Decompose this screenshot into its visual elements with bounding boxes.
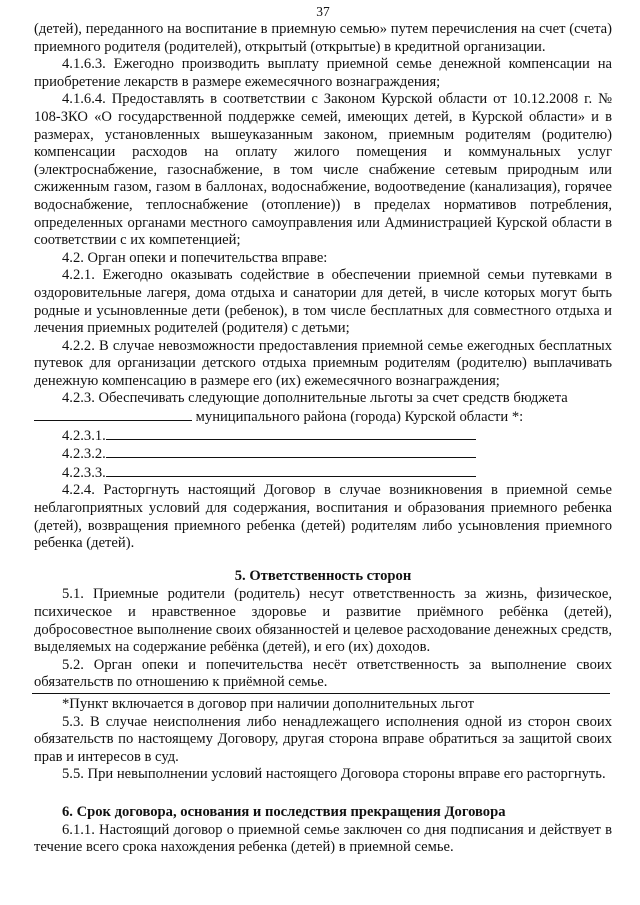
subitem-label: 4.2.3.3.: [62, 464, 106, 481]
subitem-label: 4.2.3.2.: [62, 446, 106, 463]
paragraph-5-2: 5.2. Орган опеки и попечительства несёт ответственность за выполнение своих обязательств по отношению к приёмной семье.: [34, 656, 612, 691]
blank-fill-line[interactable]: [106, 445, 476, 458]
subitem-label: 4.2.3.1.: [62, 427, 106, 444]
paragraph-4-2-2: 4.2.2. В случае невозможности предоставления приемной семье ежегодных бесплатных путевок для организации детского отдыха приемным родителям (родителю) выплачивать денежную компенсацию в размере его (их) ежемесячного вознаграждения;: [34, 337, 612, 389]
paragraph-4-2-1: 4.2.1. Ежегодно оказывать содействие в обеспечении приемной семьи путевками в оздоровительные лагеря, дома отдыха и санатории для детей, в числе которых могут быть родные и усыновленные дети (ребенок), в том числе бесплатных для совместного отдыха и лечения приемных родителей (родителя) с детьми;: [34, 267, 612, 337]
paragraph-4-1-6-4: 4.1.6.4. Предоставлять в соответствии с Законом Курской области от 10.12.2008 г. № 108-ЗКО «О государственной поддержке семей, имеющих детей, в Курской области» и в размерах, установленных вышеуказанным законом, приемным родителям (родителю) компенсации расходов на оплату жилого помещения и коммунальных услуг (электроснабжение, газоснабжение, в том числе снабжение сетевым природным или сжиженным газом, газом в баллонах, водоснабжение, водоотведение (канализация), горячее водоснабжение, теплоснабжение (отопление)) в пределах нормативов потребления, определенных органами местного самоуправления или Администрацией Курской области в соответствии с их компетенцией;: [34, 91, 612, 249]
paragraph-4-2-3-budget-text: муниципального района (города) Курской области *:: [195, 409, 524, 426]
subitem-4-2-3-2: [34, 445, 612, 464]
paragraph-continuation: (детей), переданного на воспитание в приемную семью» путем перечисления на счет (счета) приемного родителя (родителей), открытый (открытые) в кредитной организации.: [34, 21, 612, 55]
subitem-4-2-3-3: [34, 464, 612, 483]
paragraph-4-2-3-intro: 4.2.3. Обеспечивать следующие дополнительные льготы за счет средств бюджета: [62, 390, 568, 407]
page-number: 37: [316, 4, 330, 19]
paragraph-5-5: 5.5. При невыполнении условий настоящего Договора стороны вправе его расторгнуть.: [62, 766, 606, 783]
paragraph-4-2-3: [34, 390, 612, 482]
blank-fill-line[interactable]: [106, 427, 476, 440]
paragraph-4-2-4: 4.2.4. Расторгнуть настоящий Договор в случае возникновения в приемной семье неблагоприятных условий для содержания, воспитания и образования приемного ребенка (детей), возвращения приемного ребенка (детей) родителям либо усыновления приемного ребенка (детей).: [34, 482, 612, 552]
paragraph-4-2: 4.2. Орган опеки и попечительства вправе:: [62, 249, 328, 266]
blank-fill-line[interactable]: [34, 408, 192, 421]
paragraph-4-1-6-3: 4.1.6.3. Ежегодно производить выплату приемной семье денежной компенсации на приобретение лекарств в размере ежемесячного вознаграждения;: [34, 56, 612, 90]
paragraph-4-2-3-budget-line: [34, 408, 612, 427]
footnote: *Пункт включается в договор при наличии дополнительных льгот: [62, 695, 474, 712]
paragraph-5-1: 5.1. Приемные родители (родитель) несут ответственность за жизнь, физическое, психическое и нравственное здоровье и развитие приёмного ребёнка (детей), добросовестное выполнение своих обязанностей и целевое расходование денежных средств, выделяемых на содержание ребёнка (детей), и его (их) доходов.: [34, 586, 612, 656]
blank-fill-line[interactable]: [106, 464, 476, 477]
paragraph-5-3: 5.3. В случае неисполнения либо ненадлежащего исполнения одной из сторон своих обязательств по настоящему Договору, другая сторона вправе обратиться за защитой своих прав и интересов в суд.: [34, 713, 612, 765]
section-heading-5: 5. Ответственность сторон: [234, 567, 412, 584]
footnote-divider: [32, 693, 610, 694]
document-page: [34, 4, 612, 857]
subitem-4-2-3-1: [34, 427, 612, 446]
paragraph-6-1-1: 6.1.1. Настоящий договор о приемной семье заключен со дня подписания и действует в течение всего срока нахождения ребенка (детей) в приемной семье.: [34, 821, 612, 856]
section-heading-6: 6. Срок договора, основания и последствия прекращения Договора: [62, 803, 506, 820]
